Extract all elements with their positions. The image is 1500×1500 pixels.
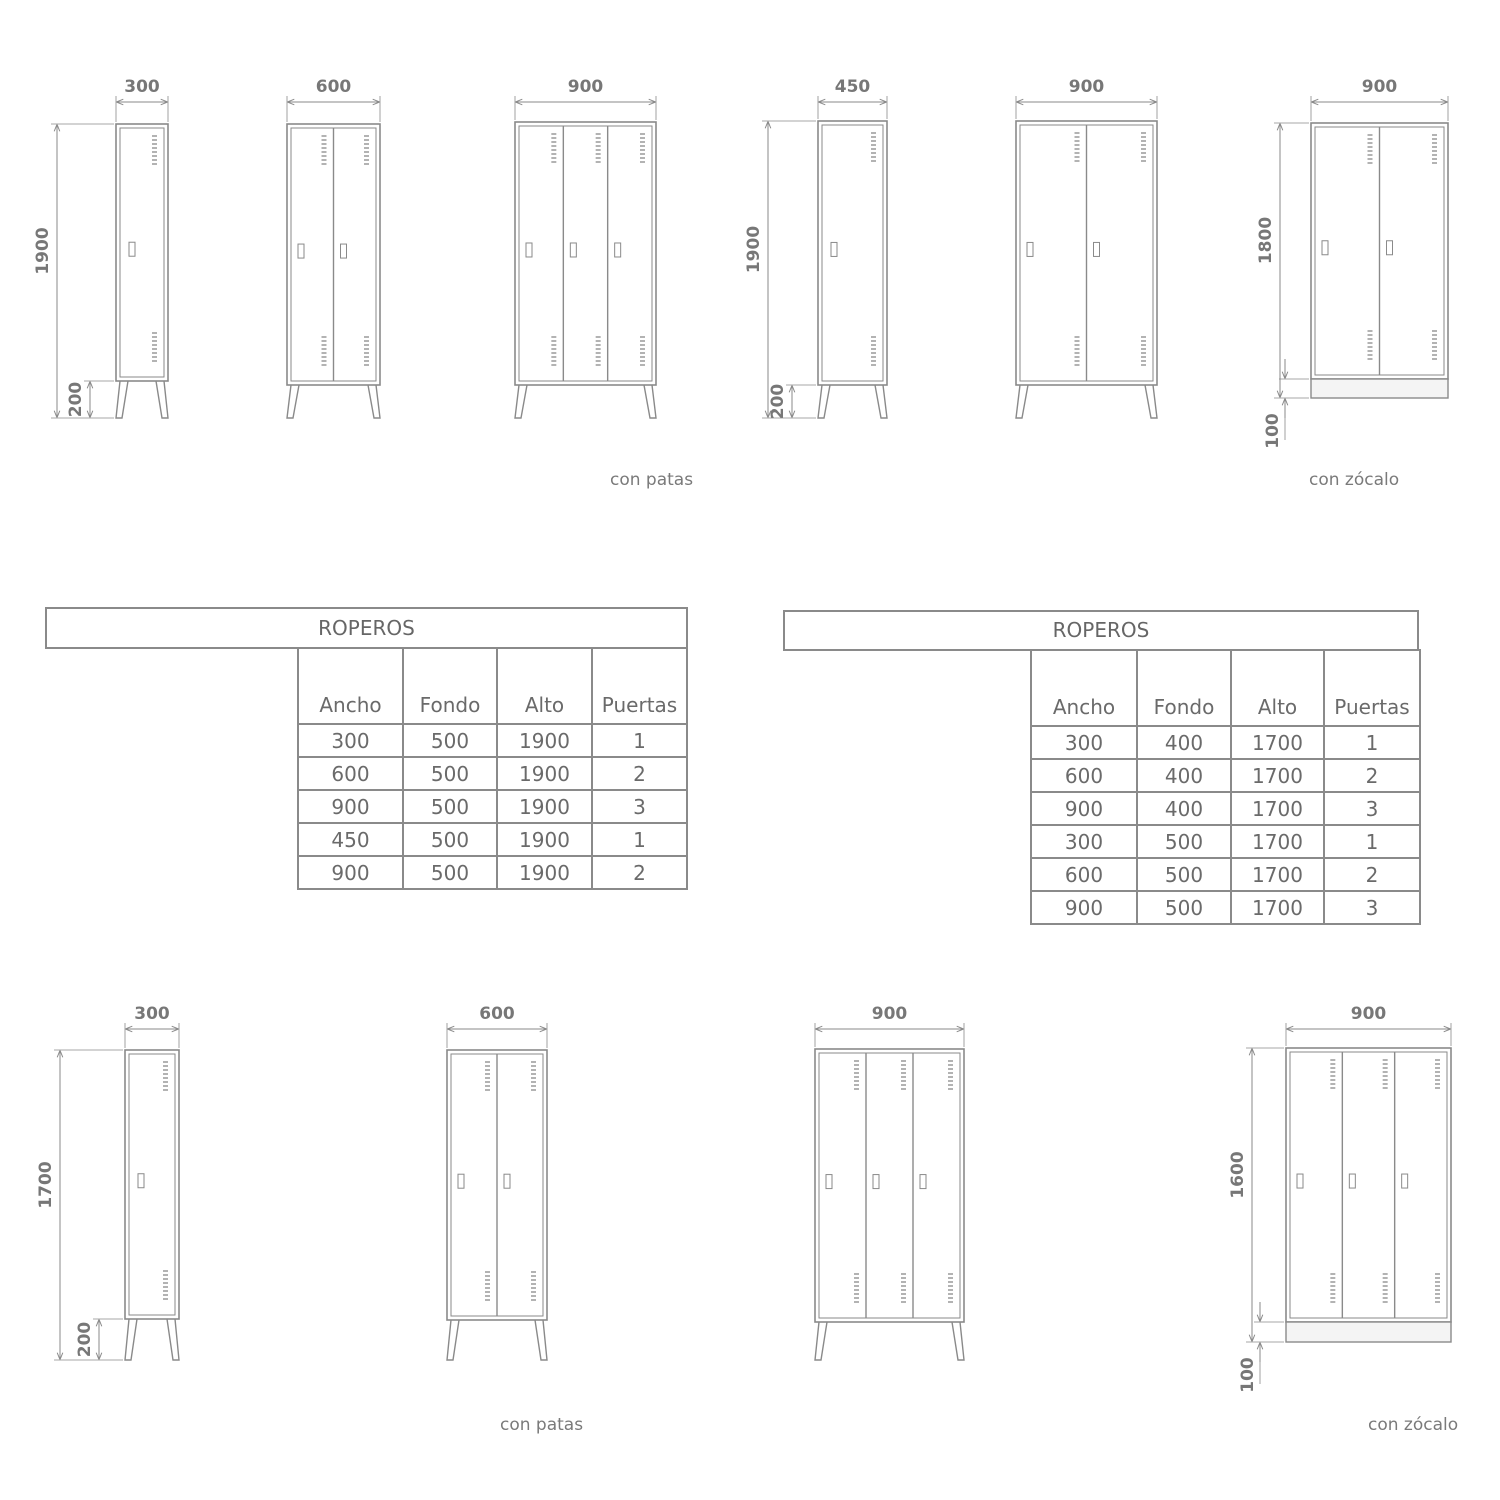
width-dimension-label: 300 (134, 1004, 170, 1024)
header-fondo: Fondo (1137, 650, 1231, 726)
cell-alto: 1700 (1231, 858, 1324, 891)
caption-con-patas-bottom: con patas (500, 1415, 584, 1435)
header-fondo: Fondo (403, 648, 497, 724)
cell-alto: 1900 (497, 757, 592, 790)
cabinet-body (815, 1049, 964, 1322)
locker-cabinet (36, 1004, 179, 1360)
cell-puertas: 1 (1324, 825, 1420, 858)
header-alto: Alto (1231, 650, 1324, 726)
lock-icon (826, 1175, 832, 1189)
height-dimension-label: 1900 (33, 227, 53, 275)
cell-puertas: 2 (592, 757, 687, 790)
table-row (298, 757, 687, 790)
header-puertas: Puertas (1324, 650, 1420, 726)
cabinet-frame (120, 128, 164, 377)
base-dimension-label: 100 (1263, 413, 1283, 449)
locker-cabinet (1256, 77, 1448, 449)
cell-fondo: 400 (1137, 726, 1231, 759)
spec-grid (1030, 649, 1421, 925)
cell-ancho: 900 (1031, 891, 1137, 924)
cabinet-leg (116, 381, 128, 418)
lock-icon (1322, 241, 1328, 255)
locker-cabinet (287, 77, 380, 418)
cabinet-leg (167, 1319, 179, 1360)
cabinet-plinth (1286, 1322, 1451, 1342)
lock-icon (298, 244, 304, 258)
cabinet-frame (1290, 1052, 1447, 1318)
table-title: ROPEROS (783, 610, 1419, 651)
cell-puertas: 3 (1324, 792, 1420, 825)
lock-icon (1094, 242, 1100, 256)
cell-fondo: 400 (1137, 792, 1231, 825)
cell-puertas: 1 (592, 823, 687, 856)
lock-icon (1027, 242, 1033, 256)
cabinet-frame (519, 126, 652, 381)
cell-alto: 1900 (497, 823, 592, 856)
cabinet-leg (125, 1319, 137, 1360)
cell-ancho: 450 (298, 823, 403, 856)
base-dimension-label: 200 (768, 383, 788, 420)
cell-ancho: 900 (298, 790, 403, 823)
lock-icon (873, 1175, 879, 1189)
cell-puertas: 2 (592, 856, 687, 889)
cell-ancho: 600 (1031, 858, 1137, 891)
height-dimension-label: 1600 (1228, 1151, 1248, 1199)
cabinet-leg (368, 385, 380, 418)
locker-cabinet (744, 77, 887, 419)
cell-puertas: 3 (1324, 891, 1420, 924)
width-dimension-label: 300 (124, 77, 160, 97)
spec-grid (297, 647, 688, 890)
cabinet-leg (287, 385, 299, 418)
lock-icon (1349, 1174, 1355, 1188)
width-dimension-label: 900 (1350, 1004, 1387, 1024)
cell-puertas: 2 (1324, 759, 1420, 792)
cabinet-leg (818, 385, 830, 418)
table-row (1031, 825, 1420, 858)
lock-icon (1297, 1174, 1303, 1188)
cell-ancho: 900 (298, 856, 403, 889)
cabinet-body (116, 124, 168, 381)
cabinet-leg (1145, 385, 1157, 418)
cabinet-body (515, 122, 656, 385)
cell-alto: 1700 (1231, 792, 1324, 825)
lock-icon (458, 1174, 464, 1188)
cabinet-leg (644, 385, 656, 418)
table-row (298, 823, 687, 856)
table-row (298, 724, 687, 757)
cabinet-body (125, 1050, 179, 1319)
width-dimension-label: 900 (1068, 77, 1105, 97)
cell-alto: 1700 (1231, 726, 1324, 759)
lock-icon (1402, 1174, 1408, 1188)
table-row (1031, 759, 1420, 792)
lock-icon (526, 243, 532, 257)
lock-icon (129, 242, 135, 256)
caption-con-patas-top: con patas (610, 470, 694, 490)
lock-icon (920, 1175, 926, 1189)
cell-fondo: 500 (403, 724, 497, 757)
cabinet-leg (815, 1322, 827, 1360)
locker-cabinet (1228, 1004, 1451, 1393)
cabinet-frame (129, 1054, 175, 1315)
cell-ancho: 600 (1031, 759, 1137, 792)
cell-alto: 1700 (1231, 759, 1324, 792)
cell-alto: 1900 (497, 790, 592, 823)
cabinet-leg (952, 1322, 964, 1360)
caption-con-zocalo-top: con zócalo (1309, 470, 1400, 490)
locker-cabinet (515, 77, 656, 418)
cell-fondo: 500 (403, 757, 497, 790)
base-dimension-label: 200 (66, 381, 86, 418)
header-ancho: Ancho (1031, 650, 1137, 726)
cell-alto: 1900 (497, 856, 592, 889)
base-dimension-label: 200 (75, 1321, 95, 1358)
lock-icon (1387, 241, 1393, 255)
cell-fondo: 500 (403, 856, 497, 889)
cell-alto: 1700 (1231, 825, 1324, 858)
lock-icon (615, 243, 621, 257)
cabinet-leg (515, 385, 527, 418)
lock-icon (138, 1174, 144, 1188)
cabinet-body (1286, 1048, 1451, 1322)
width-dimension-label: 600 (315, 77, 352, 97)
cell-ancho: 300 (1031, 726, 1137, 759)
lock-icon (831, 242, 837, 256)
cabinet-plinth (1311, 379, 1448, 398)
header-alto: Alto (497, 648, 592, 724)
cabinet-leg (875, 385, 887, 418)
table-row (1031, 792, 1420, 825)
cell-fondo: 400 (1137, 759, 1231, 792)
cell-puertas: 1 (1324, 726, 1420, 759)
locker-cabinet (815, 1004, 964, 1360)
locker-cabinet (1016, 77, 1157, 418)
cell-ancho: 900 (1031, 792, 1137, 825)
cabinet-frame (819, 1053, 960, 1318)
cell-fondo: 500 (1137, 825, 1231, 858)
header-puertas: Puertas (592, 648, 687, 724)
cell-fondo: 500 (1137, 891, 1231, 924)
table-row (1031, 726, 1420, 759)
cell-ancho: 600 (298, 757, 403, 790)
cell-puertas: 3 (592, 790, 687, 823)
cell-ancho: 300 (1031, 825, 1137, 858)
lock-icon (341, 244, 347, 258)
lock-icon (504, 1174, 510, 1188)
cabinet-leg (535, 1320, 547, 1360)
cell-puertas: 2 (1324, 858, 1420, 891)
table-row (1031, 858, 1420, 891)
table-row (298, 790, 687, 823)
cabinet-leg (156, 381, 168, 418)
cell-puertas: 1 (592, 724, 687, 757)
locker-cabinet (447, 1004, 547, 1360)
base-dimension-label: 100 (1238, 1357, 1258, 1393)
height-dimension-label: 1800 (1256, 216, 1276, 265)
header-ancho: Ancho (298, 648, 403, 724)
cell-alto: 1900 (497, 724, 592, 757)
table-row (1031, 891, 1420, 924)
cell-ancho: 300 (298, 724, 403, 757)
width-dimension-label: 600 (479, 1004, 515, 1024)
height-dimension-label: 1700 (36, 1161, 56, 1209)
locker-cabinet (33, 77, 168, 418)
lock-icon (570, 243, 576, 257)
table-title: ROPEROS (45, 607, 688, 649)
width-dimension-label: 900 (871, 1004, 908, 1024)
cabinet-leg (447, 1320, 459, 1360)
cabinet-leg (1016, 385, 1028, 418)
height-dimension-label: 1900 (744, 225, 764, 274)
width-dimension-label: 900 (567, 77, 604, 97)
caption-con-zocalo-bottom: con zócalo (1368, 1415, 1459, 1435)
cell-alto: 1700 (1231, 891, 1324, 924)
cell-fondo: 500 (403, 790, 497, 823)
cell-fondo: 500 (403, 823, 497, 856)
cell-fondo: 500 (1137, 858, 1231, 891)
width-dimension-label: 450 (834, 77, 871, 97)
table-row (298, 856, 687, 889)
width-dimension-label: 900 (1361, 77, 1398, 97)
cabinet-body (818, 121, 887, 385)
